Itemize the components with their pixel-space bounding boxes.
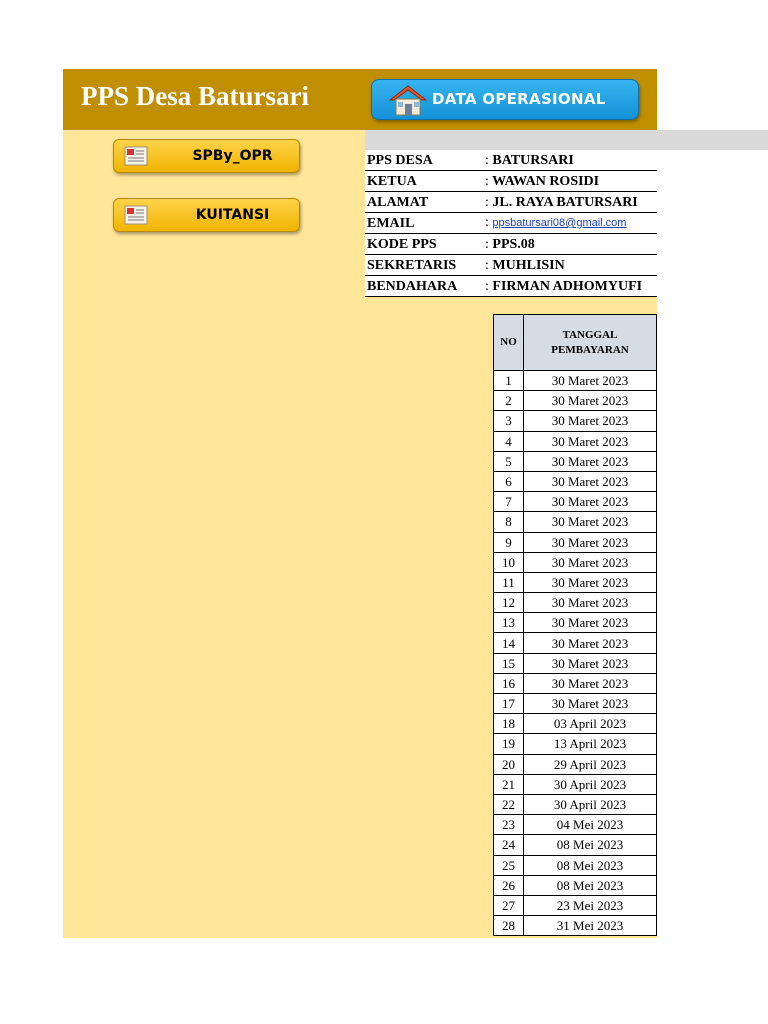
row-number: 14 — [494, 633, 524, 653]
info-value: FIRMAN ADHOMYUFI — [492, 279, 643, 294]
table-row — [494, 734, 657, 754]
row-number: 9 — [494, 532, 524, 552]
payment-date: 30 Maret 2023 — [524, 552, 657, 572]
table-header-row — [494, 315, 657, 371]
app-header — [63, 69, 657, 130]
row-number: 16 — [494, 673, 524, 693]
row-number: 21 — [494, 774, 524, 794]
table-row — [494, 916, 657, 936]
document-icon — [123, 144, 151, 168]
info-separator: : — [485, 153, 489, 168]
payment-date: 30 Maret 2023 — [524, 512, 657, 532]
payment-date: 30 Maret 2023 — [524, 613, 657, 633]
table-row — [494, 593, 657, 613]
data-operasional-label: DATA OPERASIONAL — [432, 90, 606, 108]
info-key: KODE PPS — [365, 234, 485, 255]
table-row — [494, 572, 657, 592]
payment-date: 30 April 2023 — [524, 794, 657, 814]
info-value: WAWAN ROSIDI — [492, 174, 600, 189]
payment-date: 08 Mei 2023 — [524, 875, 657, 895]
payment-date: 08 Mei 2023 — [524, 855, 657, 875]
payment-date: 30 Maret 2023 — [524, 411, 657, 431]
table-row — [494, 391, 657, 411]
info-separator: : — [485, 237, 489, 252]
table-row — [494, 855, 657, 875]
column-header-tanggal-line2: PEMBAYARAN — [551, 343, 629, 356]
table-row — [494, 512, 657, 532]
payment-date: 30 Maret 2023 — [524, 492, 657, 512]
table-row — [494, 673, 657, 693]
pps-info-table — [365, 150, 657, 297]
table-row — [494, 633, 657, 653]
table-row — [494, 431, 657, 451]
table-row — [494, 532, 657, 552]
info-key: BENDAHARA — [365, 276, 485, 297]
info-value-cell — [485, 234, 657, 255]
info-value-cell — [485, 276, 657, 297]
row-number: 22 — [494, 794, 524, 814]
row-number: 28 — [494, 916, 524, 936]
row-number: 3 — [494, 411, 524, 431]
row-number: 15 — [494, 653, 524, 673]
column-header-tanggal-line1: TANGGAL — [562, 328, 618, 341]
info-value-cell — [485, 213, 657, 234]
info-key: ALAMAT — [365, 192, 485, 213]
table-row — [494, 492, 657, 512]
info-separator: : — [485, 195, 489, 210]
info-value: JL. RAYA BATURSARI — [492, 195, 638, 210]
info-key: KETUA — [365, 171, 485, 192]
document-icon — [123, 203, 151, 227]
payment-date: 13 April 2023 — [524, 734, 657, 754]
payment-date: 30 Maret 2023 — [524, 694, 657, 714]
row-number: 23 — [494, 815, 524, 835]
page-title: PPS Desa Batursari — [81, 81, 309, 111]
row-number: 5 — [494, 451, 524, 471]
info-separator: : — [485, 174, 489, 189]
kuitansi-label: KUITANSI — [195, 207, 270, 223]
table-row — [494, 613, 657, 633]
table-row — [494, 754, 657, 774]
row-number: 24 — [494, 835, 524, 855]
payment-date: 30 Maret 2023 — [524, 653, 657, 673]
table-row — [494, 875, 657, 895]
row-number: 4 — [494, 431, 524, 451]
row-number: 2 — [494, 391, 524, 411]
table-row — [494, 895, 657, 915]
spby-opr-button[interactable] — [113, 139, 300, 173]
info-value-cell — [485, 150, 657, 171]
payment-date: 30 Maret 2023 — [524, 532, 657, 552]
row-number: 12 — [494, 593, 524, 613]
payment-date: 31 Mei 2023 — [524, 916, 657, 936]
payment-date: 30 Maret 2023 — [524, 572, 657, 592]
row-number: 26 — [494, 875, 524, 895]
info-key: PPS DESA — [365, 150, 485, 171]
table-row — [494, 371, 657, 391]
payment-date: 30 Maret 2023 — [524, 371, 657, 391]
row-number: 1 — [494, 371, 524, 391]
payment-date: 30 Maret 2023 — [524, 471, 657, 491]
info-value-cell — [485, 171, 657, 192]
info-value-cell — [485, 255, 657, 276]
info-separator: : — [485, 215, 489, 230]
kuitansi-button[interactable] — [113, 198, 300, 232]
payment-date: 04 Mei 2023 — [524, 815, 657, 835]
row-number: 13 — [494, 613, 524, 633]
column-header-no: NO — [494, 315, 524, 371]
email-link[interactable]: ppsbatursari08@gmail.com — [492, 217, 627, 229]
table-row — [494, 774, 657, 794]
row-number: 27 — [494, 895, 524, 915]
info-row — [365, 276, 657, 297]
payment-date: 23 Mei 2023 — [524, 895, 657, 915]
row-number: 18 — [494, 714, 524, 734]
payment-date: 30 Maret 2023 — [524, 391, 657, 411]
row-number: 20 — [494, 754, 524, 774]
table-row — [494, 694, 657, 714]
data-operasional-button[interactable] — [371, 79, 639, 120]
payment-date: 30 Maret 2023 — [524, 451, 657, 471]
row-number: 7 — [494, 492, 524, 512]
info-row — [365, 234, 657, 255]
info-row — [365, 192, 657, 213]
info-row — [365, 150, 657, 171]
table-row — [494, 552, 657, 572]
row-number: 19 — [494, 734, 524, 754]
payment-date: 30 April 2023 — [524, 774, 657, 794]
table-row — [494, 794, 657, 814]
payment-table — [493, 314, 657, 936]
payment-date: 08 Mei 2023 — [524, 835, 657, 855]
table-row — [494, 653, 657, 673]
info-row — [365, 255, 657, 276]
table-row — [494, 815, 657, 835]
table-row — [494, 714, 657, 734]
spby-opr-label: SPBy_OPR — [192, 148, 273, 164]
info-value: MUHLISIN — [492, 258, 565, 273]
info-key: EMAIL — [365, 213, 485, 234]
payment-date: 30 Maret 2023 — [524, 673, 657, 693]
row-number: 8 — [494, 512, 524, 532]
column-header-tanggal — [524, 315, 657, 371]
payment-date: 30 Maret 2023 — [524, 633, 657, 653]
info-value-cell — [485, 192, 657, 213]
info-separator: : — [485, 279, 489, 294]
payment-date: 30 Maret 2023 — [524, 431, 657, 451]
payment-date: 03 April 2023 — [524, 714, 657, 734]
row-number: 25 — [494, 855, 524, 875]
info-value: BATURSARI — [492, 153, 574, 168]
row-number: 6 — [494, 471, 524, 491]
row-number: 17 — [494, 694, 524, 714]
info-value: PPS.08 — [492, 237, 535, 252]
info-key: SEKRETARIS — [365, 255, 485, 276]
table-row — [494, 471, 657, 491]
payment-date: 30 Maret 2023 — [524, 593, 657, 613]
row-number: 10 — [494, 552, 524, 572]
header-strip — [365, 130, 768, 150]
table-row — [494, 451, 657, 471]
row-number: 11 — [494, 572, 524, 592]
info-row — [365, 213, 657, 234]
left-panel — [63, 130, 365, 938]
table-row — [494, 411, 657, 431]
info-row — [365, 171, 657, 192]
payment-date: 29 April 2023 — [524, 754, 657, 774]
table-row — [494, 835, 657, 855]
home-icon — [388, 84, 428, 116]
info-separator: : — [485, 258, 489, 273]
